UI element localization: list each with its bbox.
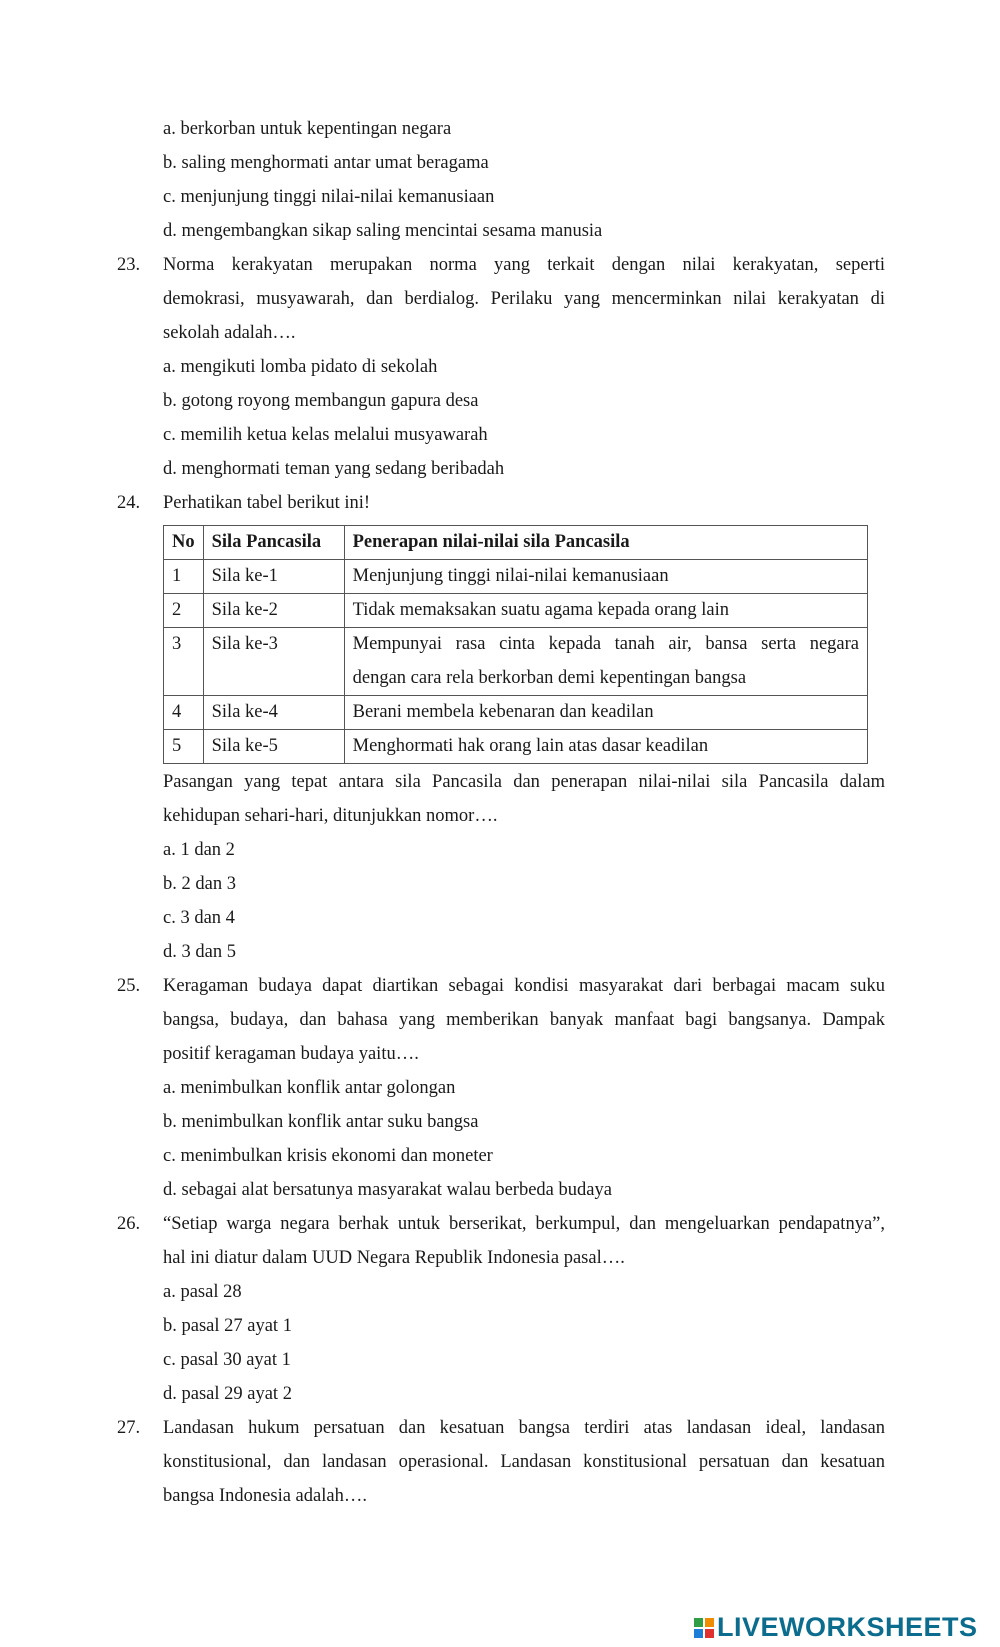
logo-square (694, 1618, 703, 1627)
q23-text-line: sekolah adalah…. (163, 323, 296, 343)
logo-square (694, 1629, 703, 1638)
q23-option-d[interactable]: d. menghormati teman yang sedang beribadah (163, 459, 505, 479)
q25-number: 25. (117, 976, 141, 996)
table-cell-sila: Sila ke-2 (203, 594, 344, 628)
q24-text-line: kehidupan sehari-hari, ditunjukkan nomor…. (163, 806, 498, 826)
table-cell-no: 1 (164, 560, 204, 594)
table-header-no: No (164, 526, 204, 560)
logo-square (705, 1618, 714, 1627)
table-row (164, 594, 868, 628)
table-cell-sila: Sila ke-1 (203, 560, 344, 594)
table-row (164, 560, 868, 594)
q25-text-line: positif keragaman budaya yaitu…. (163, 1044, 419, 1064)
q26-option-b[interactable]: b. pasal 27 ayat 1 (163, 1316, 292, 1336)
q22-option-b[interactable]: b. saling menghormati antar umat beragama (163, 153, 489, 173)
q23-option-a[interactable]: a. mengikuti lomba pidato di sekolah (163, 357, 438, 377)
q23-option-b[interactable]: b. gotong royong membangun gapura desa (163, 391, 479, 411)
table-cell-sila: Sila ke-5 (203, 730, 344, 764)
q25-option-a[interactable]: a. menimbulkan konflik antar golongan (163, 1078, 456, 1098)
q26-text-line: “Setiap warga negara berhak untuk berserikat, berkumpul, dan mengeluarkan pendapatnya”, (163, 1214, 885, 1234)
q22-option-c[interactable]: c. menjunjung tinggi nilai-nilai kemanusiaan (163, 187, 495, 207)
table-header-sila: Sila Pancasila (203, 526, 344, 560)
q23-text-line: demokrasi, musyawarah, dan berdialog. Perilaku yang mencerminkan nilai kerakyatan di (163, 289, 885, 309)
q24-intro: Perhatikan tabel berikut ini! (163, 493, 371, 513)
q25-text-line: bangsa, budaya, dan bahasa yang memberikan banyak manfaat bagi bangsanya. Dampak (163, 1010, 885, 1030)
table-cell-penerapan: Tidak memaksakan suatu agama kepada orang lain (344, 594, 867, 628)
table-row (164, 696, 868, 730)
q26-text-line: hal ini diatur dalam UUD Negara Republik Indonesia pasal…. (163, 1248, 625, 1268)
liveworksheets-logo-icon (694, 1618, 714, 1638)
table-header-penerapan: Penerapan nilai-nilai sila Pancasila (344, 526, 867, 560)
q26-option-d[interactable]: d. pasal 29 ayat 2 (163, 1384, 292, 1404)
table-cell-penerapan: Berani membela kebenaran dan keadilan (344, 696, 867, 730)
q23-option-c[interactable]: c. memilih ketua kelas melalui musyawarah (163, 425, 488, 445)
q24-option-b[interactable]: b. 2 dan 3 (163, 874, 236, 894)
table-cell-no: 2 (164, 594, 204, 628)
q25-option-b[interactable]: b. menimbulkan konflik antar suku bangsa (163, 1112, 479, 1132)
pancasila-table (163, 525, 868, 764)
q24-option-d[interactable]: d. 3 dan 5 (163, 942, 236, 962)
table-cell-no: 4 (164, 696, 204, 730)
table-cell-penerapan (344, 628, 867, 696)
q24-option-c[interactable]: c. 3 dan 4 (163, 908, 235, 928)
q27-text-line: konstitusional, dan landasan operasional. Landasan konstitusional persatuan dan kesatuan (163, 1452, 885, 1472)
table-cell-no: 5 (164, 730, 204, 764)
table-row (164, 628, 868, 696)
q26-option-a[interactable]: a. pasal 28 (163, 1282, 242, 1302)
q22-option-d[interactable]: d. mengembangkan sikap saling mencintai sesama manusia (163, 221, 603, 241)
q27-text-line: bangsa Indonesia adalah…. (163, 1486, 367, 1506)
q26-number: 26. (117, 1214, 141, 1234)
q24-option-a[interactable]: a. 1 dan 2 (163, 840, 235, 860)
q23-text-line: Norma kerakyatan merupakan norma yang terkait dengan nilai kerakyatan, seperti (163, 255, 885, 275)
table-cell-sila: Sila ke-4 (203, 696, 344, 730)
liveworksheets-logo (694, 1612, 978, 1643)
liveworksheets-wordmark: LIVEWORKSHEETS (717, 1612, 978, 1642)
q24-text-line: Pasangan yang tepat antara sila Pancasila dan penerapan nilai-nilai sila Pancasila dalam (163, 772, 885, 792)
q25-option-d[interactable]: d. sebagai alat bersatunya masyarakat walau berbeda budaya (163, 1180, 612, 1200)
table-cell-sila: Sila ke-3 (203, 628, 344, 696)
logo-square (705, 1629, 714, 1638)
table-header-row (164, 526, 868, 560)
q25-text-line: Keragaman budaya dapat diartikan sebagai kondisi masyarakat dari berbagai macam suku (163, 976, 885, 996)
table-cell-penerapan-line: dengan cara rela berkorban demi kepentingan bangsa (352, 668, 747, 688)
q27-number: 27. (117, 1418, 141, 1438)
q26-option-c[interactable]: c. pasal 30 ayat 1 (163, 1350, 291, 1370)
q23-number: 23. (117, 255, 141, 275)
table-cell-no: 3 (164, 628, 204, 696)
table-cell-penerapan: Menghormati hak orang lain atas dasar keadilan (344, 730, 867, 764)
table-cell-penerapan-line: Mempunyai rasa cinta kepada tanah air, bansa serta negara (352, 634, 859, 654)
q22-option-a[interactable]: a. berkorban untuk kepentingan negara (163, 119, 452, 139)
table-row (164, 730, 868, 764)
table-cell-penerapan: Menjunjung tinggi nilai-nilai kemanusiaan (344, 560, 867, 594)
q27-text-line: Landasan hukum persatuan dan kesatuan bangsa terdiri atas landasan ideal, landasan (163, 1418, 885, 1438)
q25-option-c[interactable]: c. menimbulkan krisis ekonomi dan moneter (163, 1146, 493, 1166)
q24-number: 24. (117, 493, 141, 513)
